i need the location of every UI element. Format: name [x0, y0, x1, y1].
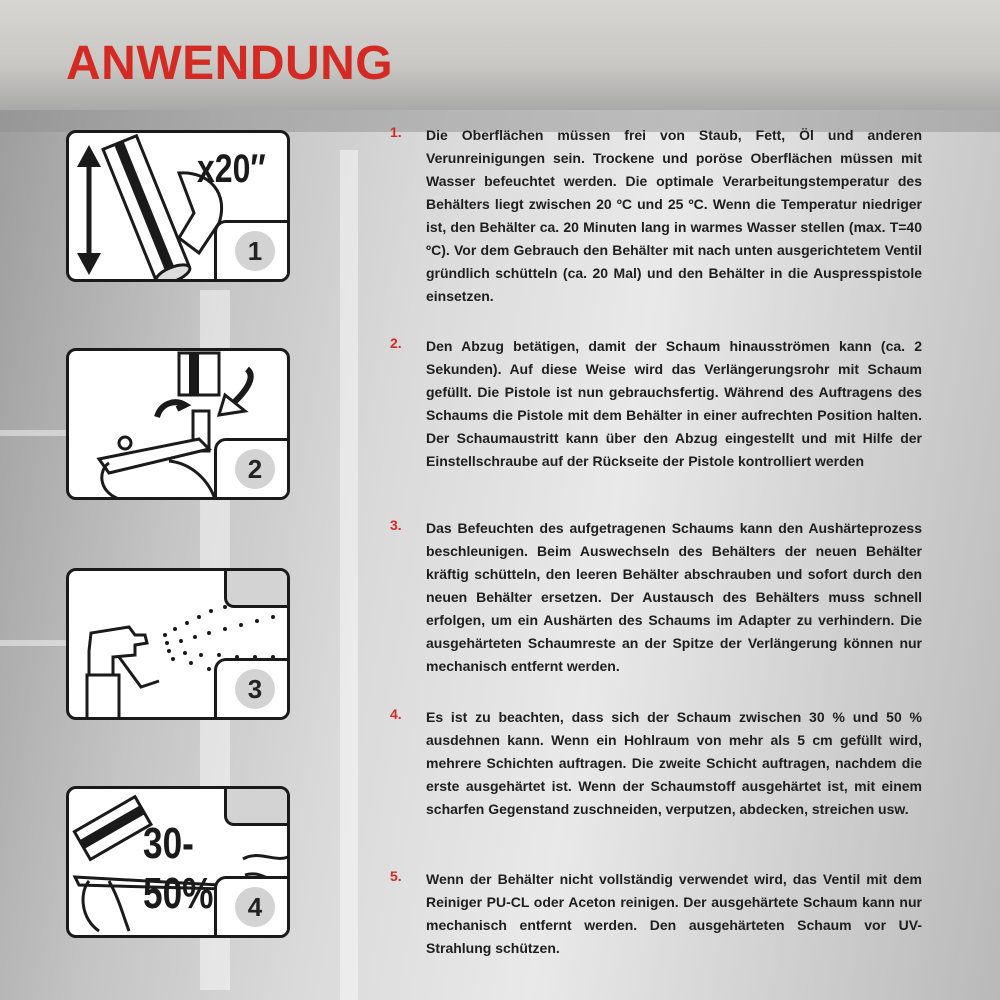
step-number-badge: 1: [235, 231, 275, 271]
step-number: 1.: [390, 124, 402, 140]
shake-count-label: x20″: [197, 147, 266, 191]
step-text: Es ist zu beachten, dass sich der Schaum zwischen 30 % und 50 % ausdehnen kann. Wenn ein Hohlraum von mehr als 5 cm gefüllt wird, mehrere Schichten auftragen. Die zweite Schicht auftragen, nachdem die erste ausgehärtet ist. Wenn der Schaumstoff ausgehärtet ist, mit einem scharfen Gegenstand zuschneiden, verputzen, abdecken, streichen usw.: [426, 709, 922, 817]
instruction-panel-4: [66, 786, 290, 938]
step-number-box: [214, 220, 287, 279]
step-text: Das Befeuchten des aufgetragenen Schaums kann den Aushärteprozess beschleunigen. Beim Auswechseln des Behälters der neuen Behälter kräftig schütteln, den leeren Behälter abschrauben und sofort durch den neuen Behälter ersetzen. Der Austausch des Behälters muss schnell erfolgen, um ein Aushärten des Schaums im Adapter zu verhindern. Die ausgehärteten Schaumreste an der Spitze der Verlängerung können nur mechanisch entfernt werden.: [426, 520, 922, 674]
step-number: 4.: [390, 706, 402, 722]
step-text: Den Abzug betätigen, damit der Schaum hinausströmen kann (ca. 2 Sekunden). Auf diese Weise wird das Verlängerungsrohr mit Schaum gefüllt. Die Pistole ist nun gebrauchsfertig. Während des Auftragens des Schaums die Pistole mit dem Behälter in einer aufrechten Position halten. Der Schaumaustritt kann über den Abzug eingestellt und mit Hilfe der Einstellschraube auf der Rückseite der Pistole kontrolliert werden: [426, 338, 922, 469]
step-number-badge: 4: [235, 887, 275, 927]
instruction-panel-1: [66, 130, 290, 282]
step-number: 2.: [390, 335, 402, 351]
step-number: 3.: [390, 517, 402, 533]
step-number-badge: 2: [235, 449, 275, 489]
instruction-panel-3: [66, 568, 290, 720]
step-number-box: [214, 658, 287, 717]
step-number-badge: 3: [235, 669, 275, 709]
expansion-label: 30-50%: [143, 819, 214, 918]
step-number-box: [214, 876, 287, 935]
background-wall-line: [340, 150, 358, 1000]
step-text: Wenn der Behälter nicht vollständig verwendet wird, das Ventil mit dem Reiniger PU-CL oder Aceton reinigen. Der ausgehärtete Schaum kann nur mechanisch entfernt werden. Den ausgehärteten Schaum vor UV-Strahlung schützen.: [426, 871, 922, 956]
step-number: 5.: [390, 868, 402, 884]
step-text: Die Oberflächen müssen frei von Staub, Fett, Öl und anderen Verunreinigungen sein. Trockene und poröse Oberflächen müssen mit Wasser befeuchtet werden. Die optimale Verarbeitungstemperatur des Behälters liegt zwischen 20 ºC und 25 ºC. Wenn die Temperatur niedriger ist, den Behälter ca. 20 Minuten lang in warmes Wasser stellen (max. T=40 ºC). Vor dem Gebrauch den Behälter mit nach unten ausgerichtetem Ventil gründlich schütteln (ca. 20 Mal) und den Behälter in die Auspresspistole einsetzen.: [426, 127, 922, 304]
page-title: ANWENDUNG: [66, 37, 394, 90]
instruction-panel-2: [66, 348, 290, 500]
step-number-box: [214, 438, 287, 497]
surface-corner: [224, 571, 287, 608]
